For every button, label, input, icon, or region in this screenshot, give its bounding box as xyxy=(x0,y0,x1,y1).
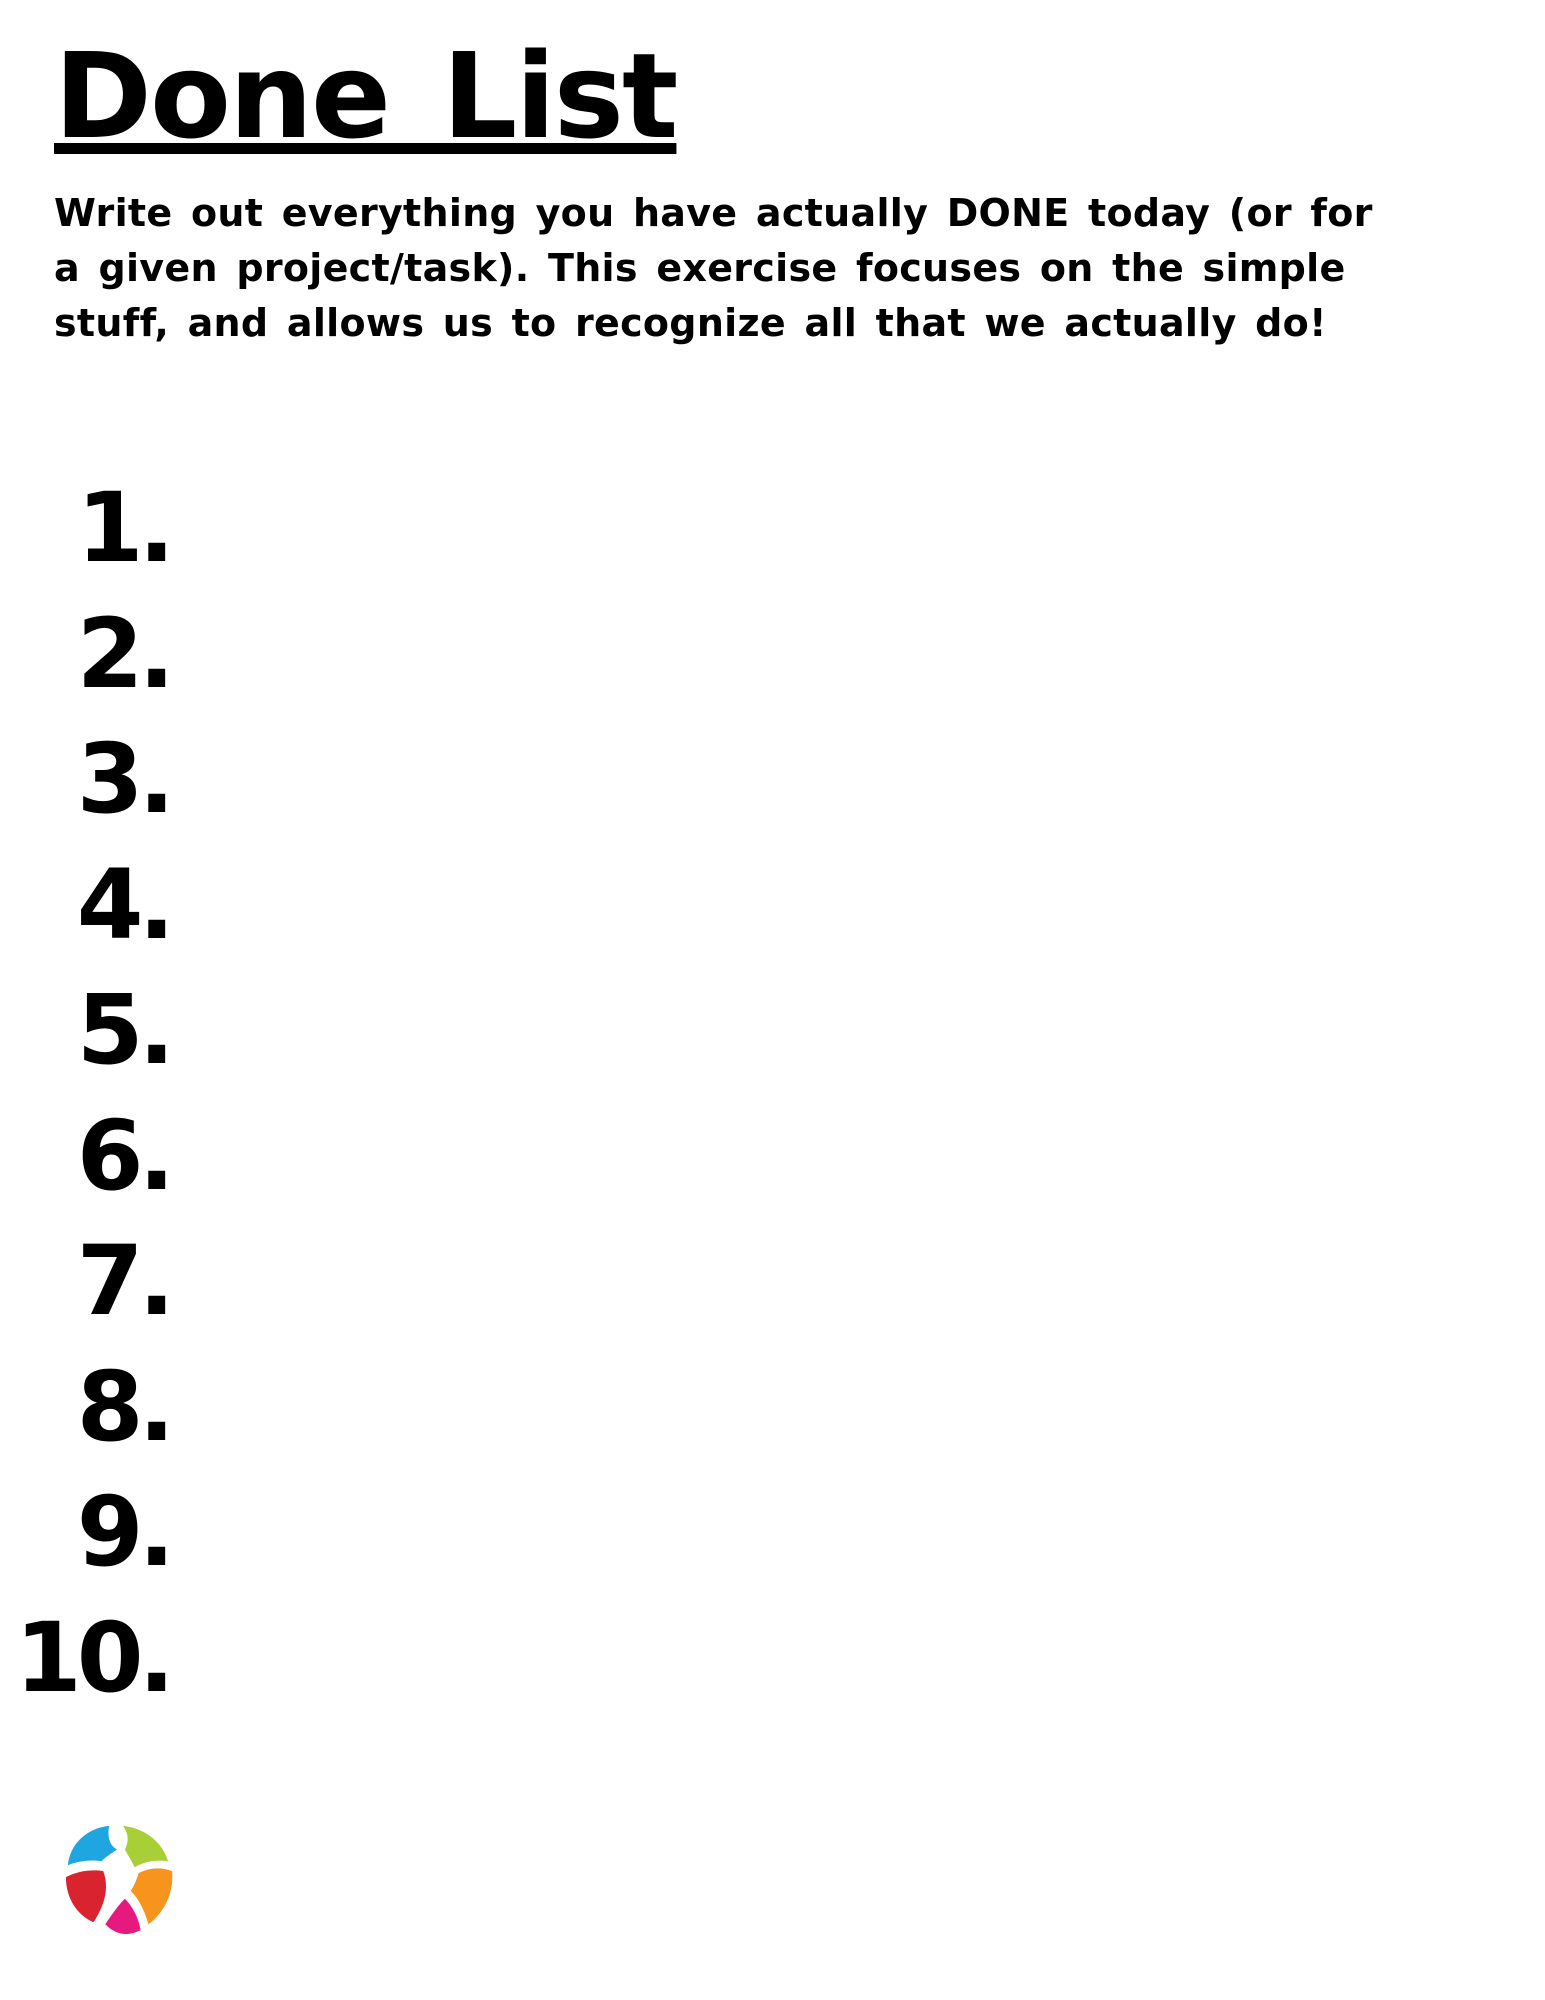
done-list xyxy=(0,472,400,1733)
page-title: Done List xyxy=(54,27,677,165)
list-item-number: 5. xyxy=(76,974,170,1086)
list-item-number: 2. xyxy=(76,597,170,710)
list-item xyxy=(0,974,400,1106)
list-item-number: 10. xyxy=(14,1601,170,1714)
list-item xyxy=(0,723,400,855)
logo-blue-segment xyxy=(68,1826,117,1865)
list-item-number: 4. xyxy=(76,848,170,961)
logo-magenta-segment xyxy=(105,1899,140,1934)
list-item xyxy=(0,1225,400,1357)
list-item xyxy=(0,848,400,981)
list-item xyxy=(0,597,400,730)
list-item-number: 1. xyxy=(76,472,170,584)
logo-green-segment xyxy=(123,1826,168,1867)
list-item xyxy=(0,1099,400,1232)
intro-text: Write out everything you have actually DONE today (or for a given project/task). This exercise focuses on the simple stuff, and allows us to recognize all that we actually do! xyxy=(54,191,1373,345)
list-item-number: 7. xyxy=(76,1225,170,1337)
list-item xyxy=(0,1350,400,1483)
list-item-number: 6. xyxy=(76,1099,170,1212)
list-item-number: 8. xyxy=(76,1350,170,1463)
list-item-number: 3. xyxy=(76,723,170,835)
list-item-number: 9. xyxy=(76,1476,170,1588)
logo-orange-segment xyxy=(131,1868,173,1924)
list-item xyxy=(0,1601,400,1734)
list-item xyxy=(0,1476,400,1608)
logo-red-segment xyxy=(66,1870,106,1922)
list-item xyxy=(0,472,400,604)
colorful-circle-logo-icon xyxy=(60,1822,178,1940)
